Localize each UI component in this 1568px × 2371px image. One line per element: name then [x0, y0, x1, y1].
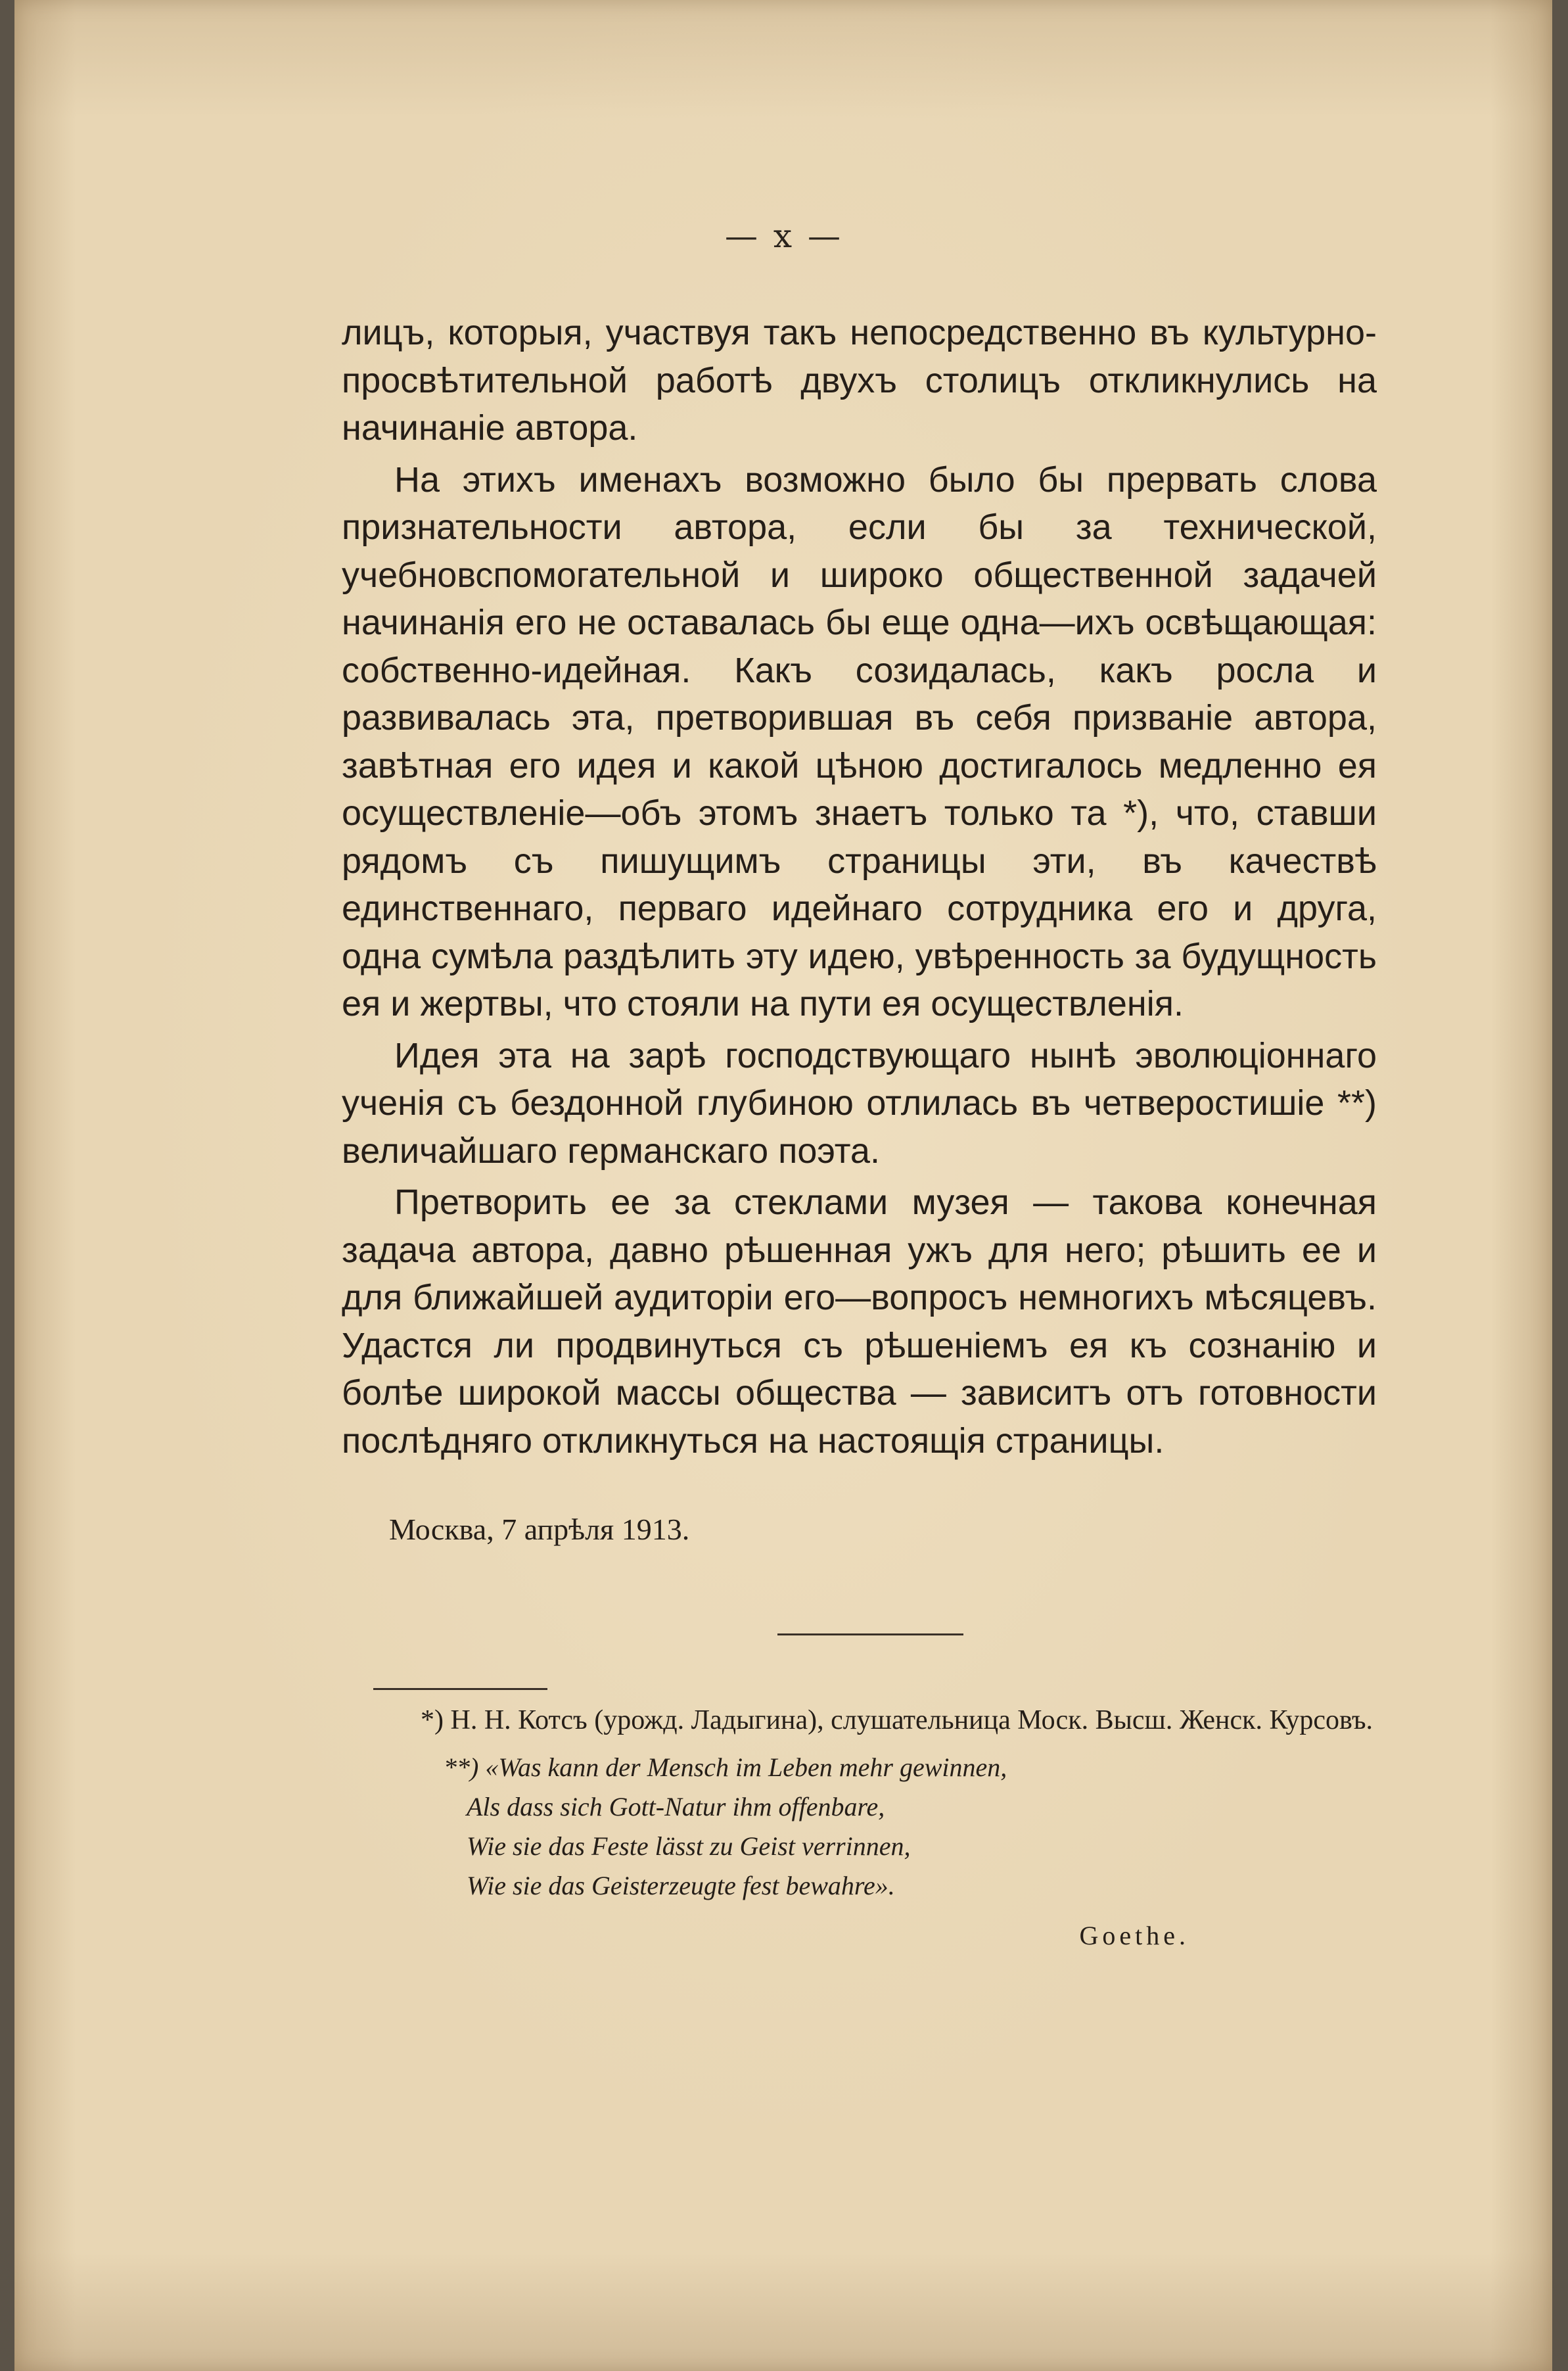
poem-line-4: Wie sie das Geisterzeugte fest bewahre».	[467, 1871, 895, 1900]
footnote-1: *) Н. Н. Котсъ (урожд. Ладыгина), слушательница Моск. Высш. Женск. Курсовъ.	[421, 1705, 1373, 1735]
paragraph-2: На этихъ именахъ возможно было бы прервать слова признательности автора, если бы за технической, учебновспомогательной и широко общественной задачей начинанія его не оставалась бы еще одна—ихъ освѣщающая: собственно-идейная. Какъ созидалась, какъ росла и развивалась эта, претворившая въ себя призваніе автора, завѣтная его идея и какой цѣною достигалось медленно ея осуществленіе—объ этомъ знаетъ только та *), что, ставши рядомъ съ пишущимъ страницы эти, въ качествѣ единственнаго, перваго идейнаго сотрудника его и друга, одна сумѣла раздѣлить эту идею, увѣренность за будущность ея и жертвы, что стояли на пути ея осуществленія.	[342, 459, 1377, 1023]
main-text	[342, 309, 1377, 1465]
footnote-rule	[373, 1688, 547, 1690]
dateline: Москва, 7 апрѣля 1913.	[389, 1513, 690, 1546]
paragraph-3: Идея эта на зарѣ господствующаго нынѣ эволюціоннаго ученія съ бездонной глубиною отлилась въ четверостишіе **) величайшаго германскаго поэта.	[342, 1035, 1377, 1171]
footnote-2-poem	[342, 1748, 1387, 1906]
footnotes	[342, 1699, 1387, 1951]
poem-attribution: Goethe.	[1079, 1921, 1189, 1950]
poem-line-2: Als dass sich Gott-Natur ihm offenbare,	[467, 1792, 885, 1821]
poem-line-1: **) «Was kann der Mensch im Leben mehr gewinnen,	[444, 1752, 1007, 1782]
paragraph-4: Претворить ее за стеклами музея — такова конечная задача автора, давно рѣшенная ужъ для него; рѣшить ее и для ближайшей аудиторіи его—вопросъ немногихъ мѣсяцевъ. Удастся ли продвинуться съ рѣшеніемъ ея къ сознанію и болѣе широкой массы общества — зависитъ отъ готовности послѣдняго откликнуться на настоящія страницы.	[342, 1183, 1377, 1461]
poem-line-3: Wie sie das Feste lässt zu Geist verrinnen,	[467, 1831, 911, 1861]
page-number: — x —	[725, 217, 843, 255]
section-divider	[777, 1633, 963, 1635]
paragraph-1: лицъ, которыя, участвуя такъ непосредственно въ культурно-просвѣтительной работѣ двухъ столицъ откликнулись на начинаніе автора.	[342, 313, 1377, 448]
